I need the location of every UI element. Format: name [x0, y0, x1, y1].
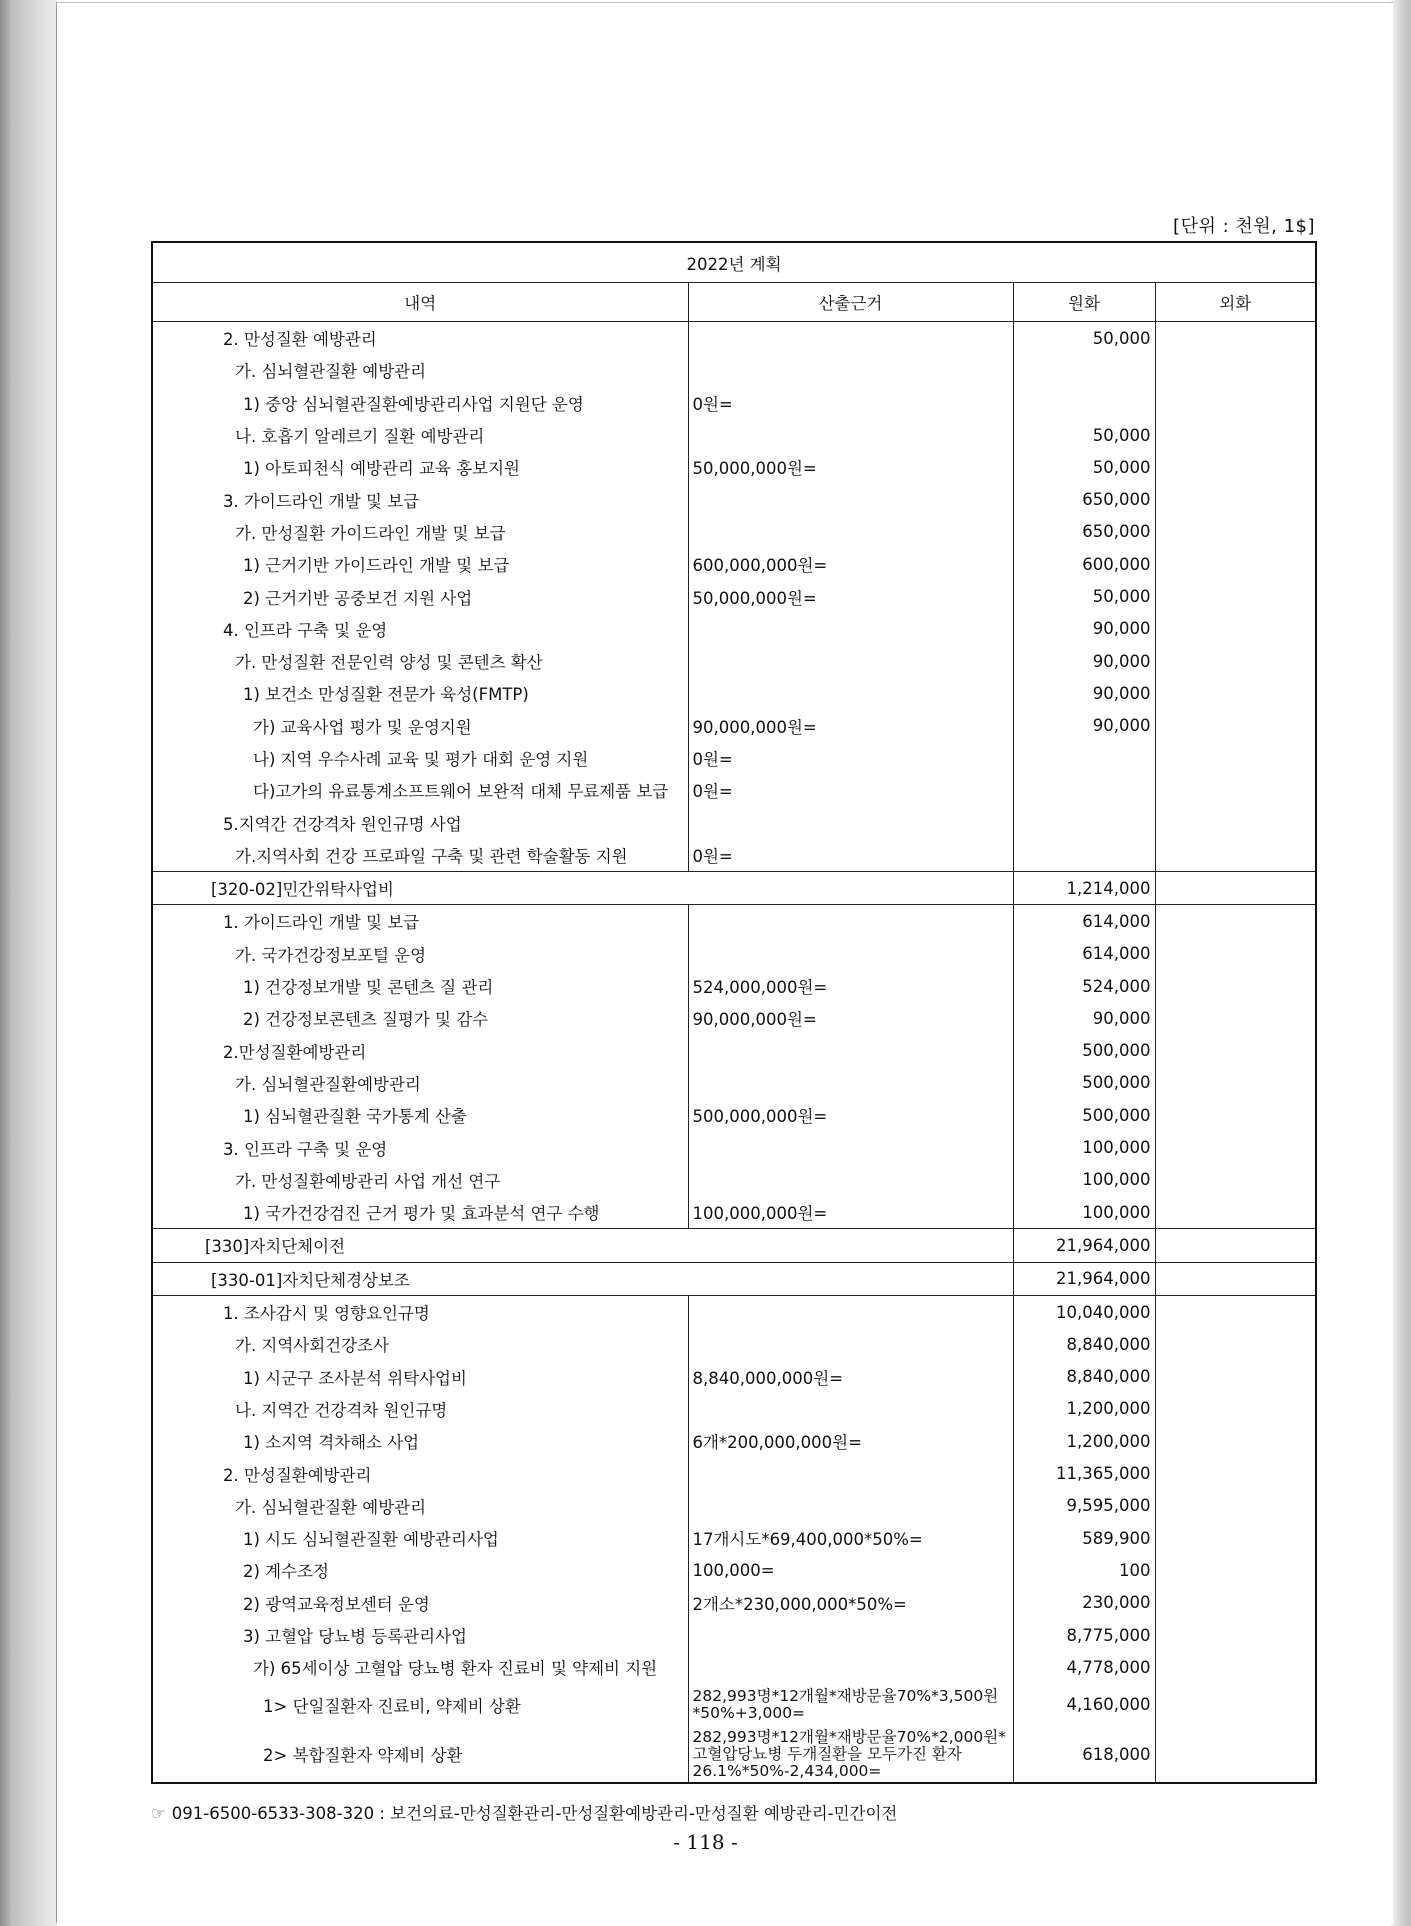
table-row	[152, 970, 1316, 1002]
row-item: 1) 시군구 조사분석 위탁사업비	[152, 1361, 688, 1393]
row-krw: 50,000	[1013, 419, 1155, 451]
row-item: 1) 보건소 만성질환 전문가 육성(FMTP)	[152, 677, 688, 709]
row-foreign	[1155, 1457, 1316, 1489]
row-krw: 650,000	[1013, 516, 1155, 548]
row-krw: 50,000	[1013, 580, 1155, 612]
row-item: 2) 건강정보콘텐츠 질평가 및 감수	[152, 1002, 688, 1034]
row-basis: 50,000,000원=	[688, 451, 1013, 483]
row-foreign	[1155, 387, 1316, 419]
table-row	[152, 1328, 1316, 1360]
table-row	[152, 483, 1316, 515]
row-basis	[688, 613, 1013, 645]
row-foreign	[1155, 548, 1316, 580]
row-krw: 614,000	[1013, 905, 1155, 938]
row-krw: 8,775,000	[1013, 1619, 1155, 1651]
row-item: 가. 지역사회건강조사	[152, 1328, 688, 1360]
row-krw: 21,964,000	[1013, 1262, 1155, 1295]
row-item: 1) 시도 심뇌혈관질환 예방관리사업	[152, 1522, 688, 1554]
footer-code-text: 091-6500-6533-308-320 : 보건의료-만성질환관리-만성질환예방관리-만성질환 예방관리-민간이전	[171, 1804, 898, 1823]
row-basis	[688, 1490, 1013, 1522]
row-foreign	[1155, 710, 1316, 742]
row-krw: 100,000	[1013, 1164, 1155, 1196]
row-krw: 614,000	[1013, 938, 1155, 970]
row-foreign	[1155, 516, 1316, 548]
row-item: 가. 만성질환 가이드라인 개발 및 보급	[152, 516, 688, 548]
table-row	[152, 322, 1316, 355]
row-item: 2> 복합질환자 약제비 상환	[152, 1726, 688, 1783]
row-foreign	[1155, 580, 1316, 612]
row-foreign	[1155, 451, 1316, 483]
row-item: 가. 만성질환예방관리 사업 개선 연구	[152, 1164, 688, 1196]
table-row	[152, 613, 1316, 645]
row-item: 가) 65세이상 고혈압 당뇨병 환자 진료비 및 약제비 지원	[152, 1651, 688, 1683]
table-row	[152, 1587, 1316, 1619]
table-row	[152, 1295, 1316, 1328]
table-row	[152, 1361, 1316, 1393]
row-item: 1) 아토피천식 예방관리 교육 홍보지원	[152, 451, 688, 483]
row-basis	[688, 938, 1013, 970]
row-item: 3. 인프라 구축 및 운영	[152, 1131, 688, 1163]
row-foreign	[1155, 905, 1316, 938]
table-title-row	[152, 242, 1316, 283]
row-basis: 0원=	[688, 774, 1013, 806]
row-krw: 230,000	[1013, 1587, 1155, 1619]
unit-label: [단위 : 천원, 1$]	[1173, 216, 1315, 237]
row-krw: 8,840,000	[1013, 1328, 1155, 1360]
row-item: [320-02]민간위탁사업비	[152, 872, 1013, 905]
row-krw: 1,214,000	[1013, 872, 1155, 905]
table-row	[152, 580, 1316, 612]
table-row	[152, 1393, 1316, 1425]
row-item: 가. 심뇌혈관질환예방관리	[152, 1067, 688, 1099]
row-item: 가. 만성질환 전문인력 양성 및 콘텐츠 확산	[152, 645, 688, 677]
row-foreign	[1155, 1328, 1316, 1360]
row-foreign	[1155, 1131, 1316, 1163]
row-foreign	[1155, 839, 1316, 872]
row-foreign	[1155, 613, 1316, 645]
row-foreign	[1155, 1295, 1316, 1328]
row-item: 나) 지역 우수사례 교육 및 평가 대회 운영 지원	[152, 742, 688, 774]
table-row	[152, 839, 1316, 872]
row-foreign	[1155, 1587, 1316, 1619]
row-krw	[1013, 806, 1155, 838]
row-foreign	[1155, 872, 1316, 905]
row-foreign	[1155, 419, 1316, 451]
row-foreign	[1155, 1164, 1316, 1196]
row-foreign	[1155, 1262, 1316, 1295]
row-basis	[688, 1164, 1013, 1196]
row-basis	[688, 1651, 1013, 1683]
row-item: 5.지역간 건강격차 원인규명 사업	[152, 806, 688, 838]
row-foreign	[1155, 1229, 1316, 1262]
row-item: 1) 소지역 격차해소 사업	[152, 1425, 688, 1457]
row-foreign	[1155, 677, 1316, 709]
table-row	[152, 1554, 1316, 1586]
table-row	[152, 1035, 1316, 1067]
row-basis: 524,000,000원=	[688, 970, 1013, 1002]
row-krw	[1013, 742, 1155, 774]
row-item: 가) 교육사업 평가 및 운영지원	[152, 710, 688, 742]
table-row	[152, 710, 1316, 742]
table-row	[152, 1726, 1316, 1783]
row-item: 가.지역사회 건강 프로파일 구축 및 관련 학술활동 지원	[152, 839, 688, 872]
row-basis	[688, 1295, 1013, 1328]
row-foreign	[1155, 483, 1316, 515]
row-basis: 0원=	[688, 839, 1013, 872]
row-foreign	[1155, 322, 1316, 355]
row-krw	[1013, 387, 1155, 419]
row-krw: 90,000	[1013, 613, 1155, 645]
row-foreign	[1155, 1490, 1316, 1522]
row-item: 1. 가이드라인 개발 및 보급	[152, 905, 688, 938]
row-krw: 500,000	[1013, 1099, 1155, 1131]
row-item: 1) 건강정보개발 및 콘텐츠 질 관리	[152, 970, 688, 1002]
table-row	[152, 905, 1316, 938]
row-basis	[688, 1328, 1013, 1360]
row-foreign	[1155, 645, 1316, 677]
budget-table	[151, 241, 1317, 1784]
table-header-row	[152, 283, 1316, 322]
row-foreign	[1155, 1067, 1316, 1099]
row-foreign	[1155, 774, 1316, 806]
row-item: 1. 조사감시 및 영향요인규명	[152, 1295, 688, 1328]
row-krw: 4,778,000	[1013, 1651, 1155, 1683]
table-row	[152, 742, 1316, 774]
row-krw: 650,000	[1013, 483, 1155, 515]
row-foreign	[1155, 1554, 1316, 1586]
row-krw: 600,000	[1013, 548, 1155, 580]
column-header-krw: 원화	[1013, 283, 1155, 322]
row-krw: 90,000	[1013, 677, 1155, 709]
table-row	[152, 419, 1316, 451]
row-item: 3) 고혈압 당뇨병 등록관리사업	[152, 1619, 688, 1651]
column-header-foreign: 외화	[1155, 283, 1316, 322]
row-basis	[688, 806, 1013, 838]
table-row	[152, 645, 1316, 677]
table-row	[152, 1099, 1316, 1131]
row-krw: 50,000	[1013, 451, 1155, 483]
row-item: 1) 심뇌혈관질환 국가통계 산출	[152, 1099, 688, 1131]
row-foreign	[1155, 742, 1316, 774]
row-foreign	[1155, 938, 1316, 970]
pointing-hand-icon: ☞	[151, 1804, 166, 1823]
table-row	[152, 1131, 1316, 1163]
row-basis	[688, 516, 1013, 548]
row-item: 1> 단일질환자 진료비, 약제비 상환	[152, 1683, 688, 1726]
row-krw: 10,040,000	[1013, 1295, 1155, 1328]
row-krw: 21,964,000	[1013, 1229, 1155, 1262]
page-right-shadow	[1391, 0, 1411, 1926]
row-item: 1) 근거기반 가이드라인 개발 및 보급	[152, 548, 688, 580]
row-foreign	[1155, 1522, 1316, 1554]
table-title: 2022년 계획	[152, 242, 1316, 283]
table-row	[152, 806, 1316, 838]
row-basis	[688, 354, 1013, 386]
row-foreign	[1155, 354, 1316, 386]
row-basis: 6개*200,000,000원=	[688, 1425, 1013, 1457]
row-basis	[688, 483, 1013, 515]
footer-code	[151, 1800, 897, 1824]
table-row	[152, 1002, 1316, 1034]
row-foreign	[1155, 1619, 1316, 1651]
table-row	[152, 1522, 1316, 1554]
row-basis	[688, 1619, 1013, 1651]
row-item: 1) 국가건강검진 근거 평가 및 효과분석 연구 수행	[152, 1196, 688, 1229]
row-krw: 500,000	[1013, 1067, 1155, 1099]
row-foreign	[1155, 1035, 1316, 1067]
row-item: 2) 광역교육정보센터 운영	[152, 1587, 688, 1619]
row-krw: 9,595,000	[1013, 1490, 1155, 1522]
row-basis: 600,000,000원=	[688, 548, 1013, 580]
row-basis	[688, 1393, 1013, 1425]
table-row	[152, 1164, 1316, 1196]
row-basis: 90,000,000원=	[688, 1002, 1013, 1034]
row-krw	[1013, 354, 1155, 386]
row-item: 가. 심뇌혈관질환 예방관리	[152, 1490, 688, 1522]
table-row	[152, 1619, 1316, 1651]
row-item: 다)고가의 유료통계소프트웨어 보완적 대체 무료제품 보급	[152, 774, 688, 806]
row-basis: 17개시도*69,400,000*50%=	[688, 1522, 1013, 1554]
row-basis	[688, 645, 1013, 677]
row-basis	[688, 1457, 1013, 1489]
row-krw: 1,200,000	[1013, 1393, 1155, 1425]
row-foreign	[1155, 1002, 1316, 1034]
table-row	[152, 548, 1316, 580]
row-foreign	[1155, 806, 1316, 838]
row-item: 1) 중앙 심뇌혈관질환예방관리사업 지원단 운영	[152, 387, 688, 419]
row-basis	[688, 1067, 1013, 1099]
row-basis	[688, 677, 1013, 709]
table-row	[152, 1651, 1316, 1683]
row-krw: 90,000	[1013, 710, 1155, 742]
row-item: 3. 가이드라인 개발 및 보급	[152, 483, 688, 515]
page-left-shadow	[0, 0, 58, 1926]
row-item: 2) 근거기반 공중보건 지원 사업	[152, 580, 688, 612]
row-item: 가. 국가건강정보포털 운영	[152, 938, 688, 970]
table-row	[152, 1490, 1316, 1522]
row-basis	[688, 905, 1013, 938]
row-krw	[1013, 839, 1155, 872]
row-item: 2. 만성질환 예방관리	[152, 322, 688, 355]
column-header-item: 내역	[152, 283, 688, 322]
row-foreign	[1155, 1651, 1316, 1683]
row-basis: 50,000,000원=	[688, 580, 1013, 612]
row-krw: 524,000	[1013, 970, 1155, 1002]
row-foreign	[1155, 1361, 1316, 1393]
row-foreign	[1155, 1393, 1316, 1425]
row-basis: 2개소*230,000,000*50%=	[688, 1587, 1013, 1619]
row-item: [330]자치단체이전	[152, 1229, 1013, 1262]
row-foreign	[1155, 1683, 1316, 1726]
row-basis: 0원=	[688, 387, 1013, 419]
row-item: 가. 심뇌혈관질환 예방관리	[152, 354, 688, 386]
row-foreign	[1155, 1425, 1316, 1457]
row-item: [330-01]자치단체경상보조	[152, 1262, 1013, 1295]
row-krw: 4,160,000	[1013, 1683, 1155, 1726]
row-foreign	[1155, 1196, 1316, 1229]
page-number: - 118 -	[673, 1830, 738, 1854]
table-row	[152, 1196, 1316, 1229]
table-row	[152, 1683, 1316, 1726]
row-item: 2.만성질환예방관리	[152, 1035, 688, 1067]
row-basis	[688, 322, 1013, 355]
row-krw: 100,000	[1013, 1131, 1155, 1163]
row-basis: 90,000,000원=	[688, 710, 1013, 742]
row-item: 나. 지역간 건강격차 원인규명	[152, 1393, 688, 1425]
table-row	[152, 1262, 1316, 1295]
table-row	[152, 1457, 1316, 1489]
row-basis: 282,993명*12개월*재방문율70%*3,500원*50%+3,000=	[688, 1683, 1013, 1726]
row-krw: 50,000	[1013, 322, 1155, 355]
row-krw: 100	[1013, 1554, 1155, 1586]
row-krw	[1013, 774, 1155, 806]
row-foreign	[1155, 1726, 1316, 1783]
table-row	[152, 354, 1316, 386]
row-basis	[688, 419, 1013, 451]
row-krw: 8,840,000	[1013, 1361, 1155, 1393]
row-krw: 90,000	[1013, 1002, 1155, 1034]
row-basis: 100,000=	[688, 1554, 1013, 1586]
row-basis: 500,000,000원=	[688, 1099, 1013, 1131]
table-row	[152, 516, 1316, 548]
row-basis: 100,000,000원=	[688, 1196, 1013, 1229]
table-row	[152, 451, 1316, 483]
row-foreign	[1155, 970, 1316, 1002]
table-row	[152, 774, 1316, 806]
row-item: 2) 계수조정	[152, 1554, 688, 1586]
table-row	[152, 1425, 1316, 1457]
table-row	[152, 387, 1316, 419]
row-item: 4. 인프라 구축 및 운영	[152, 613, 688, 645]
row-krw: 90,000	[1013, 645, 1155, 677]
row-krw: 589,900	[1013, 1522, 1155, 1554]
row-item: 2. 만성질환예방관리	[152, 1457, 688, 1489]
table-row	[152, 938, 1316, 970]
row-foreign	[1155, 1099, 1316, 1131]
column-header-basis: 산출근거	[688, 283, 1013, 322]
row-basis: 282,993명*12개월*재방문율70%*2,000원*고혈압당뇨병 두개질환을 모두가진 환자 26.1%*50%-2,434,000=	[688, 1726, 1013, 1783]
row-basis: 0원=	[688, 742, 1013, 774]
table-row	[152, 1229, 1316, 1262]
row-item: 나. 호흡기 알레르기 질환 예방관리	[152, 419, 688, 451]
row-basis: 8,840,000,000원=	[688, 1361, 1013, 1393]
row-krw: 500,000	[1013, 1035, 1155, 1067]
row-krw: 1,200,000	[1013, 1425, 1155, 1457]
row-krw: 618,000	[1013, 1726, 1155, 1783]
table-row	[152, 1067, 1316, 1099]
row-krw: 11,365,000	[1013, 1457, 1155, 1489]
row-krw: 100,000	[1013, 1196, 1155, 1229]
row-basis	[688, 1035, 1013, 1067]
table-row	[152, 677, 1316, 709]
table-row	[152, 872, 1316, 905]
row-basis	[688, 1131, 1013, 1163]
